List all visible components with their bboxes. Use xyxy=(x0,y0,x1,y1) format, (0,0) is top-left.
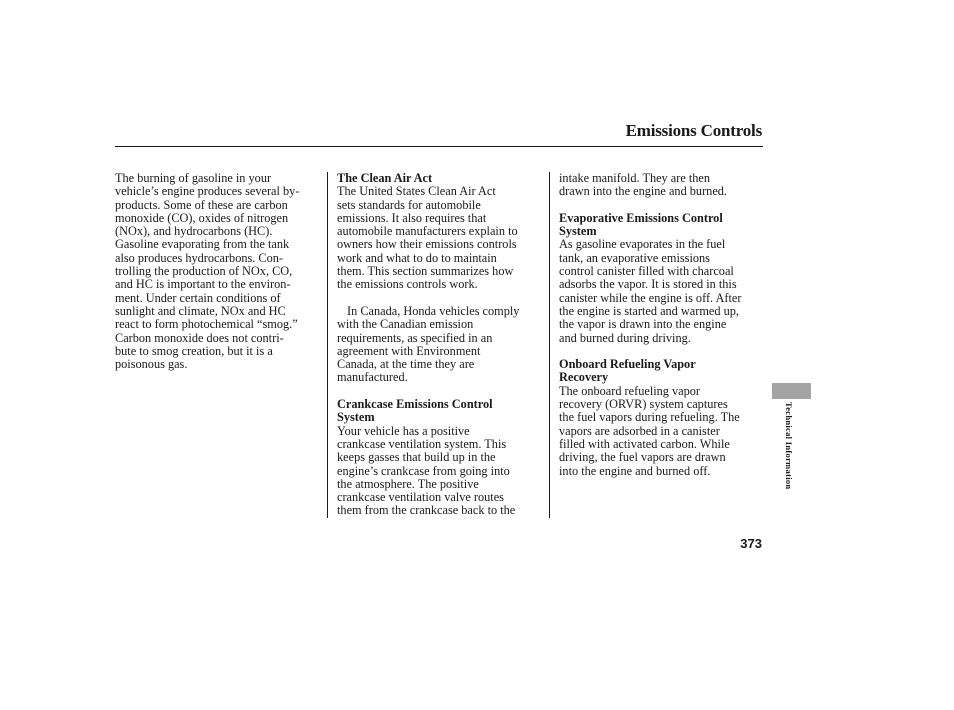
crankcase-continued-paragraph: intake manifold. They are then drawn into the engine and burned. xyxy=(559,171,728,199)
clean-air-act-heading: The Clean Air Act xyxy=(337,171,433,185)
title-rule xyxy=(115,146,763,147)
evaporative-paragraph: As gasoline evaporates in the fuel tank, an evaporative emissions control canister filled with charcoal adsorbs the vapor. It is stored in this canister while the engine is off. After the engine is started and warmed up, the vapor is drawn into the engine and burned during driving. xyxy=(559,237,742,345)
evaporative-heading: Evaporative Emissions Control System xyxy=(559,210,723,239)
clean-air-act-paragraph: The United States Clean Air Act sets standards for automobile emissions. It also requires that automobile manufacturers explain to owners how their emissions controls work and what to do to maintain them. This section summarizes how the emissions controls work. xyxy=(337,184,518,292)
section-tab xyxy=(772,383,811,399)
canada-paragraph: In Canada, Honda vehicles comply with the Canadian emission requirements, as specified in an agreement with Environment Canada, at the time they are manufactured. xyxy=(337,303,520,385)
crankcase-heading: Crankcase Emissions Control System xyxy=(337,397,493,425)
orvr-paragraph: The onboard refueling vapor recovery (ORVR) system captures the fuel vapors during refueling. The vapors are adsorbed in a canister filled with activated carbon. While driving, the fuel vapors are drawn into the engine and burned off. xyxy=(559,383,740,478)
section-label: Technical Information xyxy=(784,402,794,490)
crankcase-paragraph: Your vehicle has a positive crankcase ventilation system. This keeps gasses that build up in the engine’s crankcase from going into the atmosphere. The positive crankcase ventilation valve routes them from the crankcase back to the xyxy=(337,423,516,518)
orvr-heading: Onboard Refueling Vapor Recovery xyxy=(559,357,696,385)
intro-paragraph: The burning of gasoline in your vehicle’s engine produces several by- products. Some of these are carbon monoxide (CO), oxides of nitrogen (NOx), and hydrocarbons (HC). Gasoline evaporating from the tank also produces hydrocarbons. Con- trolling the production of NOx, CO, and HC is important to the environ- ment. Under certain conditions of sunlight and climate, NOx and HC react to form photochemical “smog.” Carbon monoxide does not contri- bute to smog creation, but it is a poisonous gas. xyxy=(115,171,300,372)
column-3 xyxy=(559,172,765,478)
column-2 xyxy=(337,172,543,518)
column-1 xyxy=(115,172,323,371)
page-number: 373 xyxy=(740,536,762,551)
column-divider-1 xyxy=(327,172,328,518)
column-divider-2 xyxy=(549,172,550,518)
page-title: Emissions Controls xyxy=(625,121,762,140)
